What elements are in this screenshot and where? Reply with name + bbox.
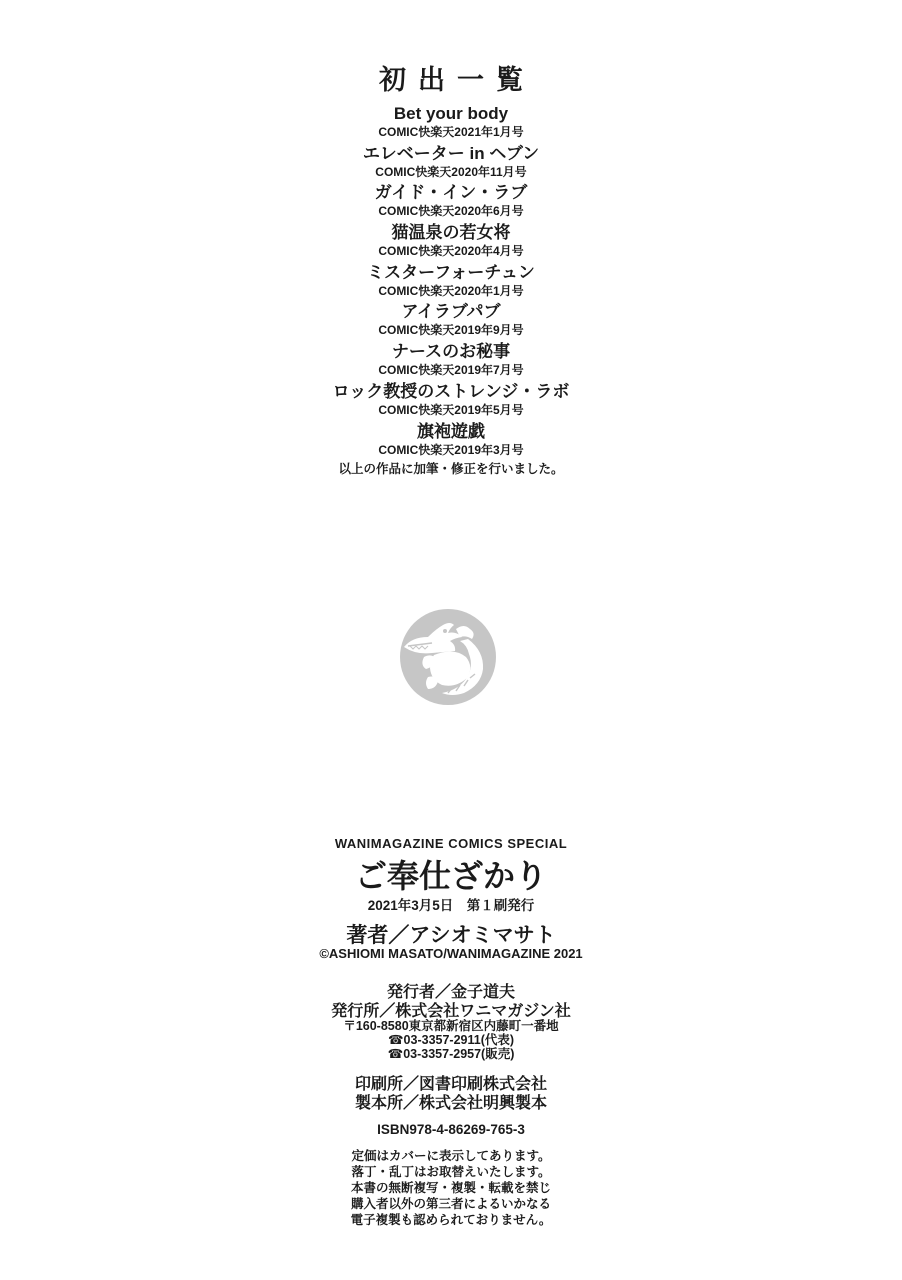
work-source: COMIC快楽天2019年9月号 [378,323,524,338]
work-title: ミスターフォーチュン [367,262,535,282]
work-source: COMIC快楽天2019年5月号 [378,402,524,417]
phone-sales-number: 03-3357-2957(販売) [403,1047,515,1061]
works-list [0,103,902,460]
work-source: COMIC快楽天2020年11月号 [375,164,527,179]
work-source: COMIC快楽天2020年1月号 [378,283,524,298]
legal-notice [0,1148,902,1228]
work-source: COMIC快楽天2020年4月号 [378,244,524,259]
publisher-person-line: 発行者／金子道夫 [386,984,515,1001]
publisher-address-line: 〒160-8580東京都新宿区内藤町一番地 [343,1019,559,1033]
phone-icon: ☎ [387,1047,404,1061]
revision-note: 以上の作品に加筆・修正を行いました。 [338,462,564,476]
list-item [0,301,902,341]
phone-sales-line [0,1044,902,1062]
work-source: COMIC快楽天2019年7月号 [378,363,524,378]
printer-line: 印刷所／図書印刷株式会社 [354,1076,547,1093]
legal-line: 購入者以外の第三者によるいかなる [350,1197,551,1211]
wanimagazine-crocodile-logo [398,607,498,707]
list-item [0,421,902,461]
work-title: Bet your body [393,104,509,123]
work-title: エレベーター in ヘブン [362,143,540,163]
isbn-line: ISBN978-4-86269-765-3 [377,1122,525,1137]
imprint-label: WANIMAGAZINE COMICS SPECIAL [334,836,568,851]
list-item [0,143,902,183]
legal-line: 本書の無断複写・複製・転載を禁じ [350,1181,551,1195]
list-item [0,182,902,222]
work-title: 猫温泉の若女将 [391,223,511,243]
list-item [0,341,902,381]
edition-line: 2021年3月5日 第１刷発行 [367,898,535,913]
author-line: 著者／アシオミマサト [346,924,556,947]
work-title: アイラブパブ [401,302,501,322]
legal-line: 電子複製も認められておりません。 [350,1213,552,1227]
legal-line: 定価はカバーに表示してあります。 [351,1149,551,1163]
list-item [0,222,902,262]
work-source: COMIC快楽天2019年3月号 [378,442,524,457]
list-item [0,103,902,143]
work-title: 旗袍遊戯 [417,421,485,441]
first-publication-heading: 初出一覧 [379,65,535,95]
work-title: ガイド・イン・ラブ [374,183,528,203]
list-item [0,381,902,421]
list-item [0,262,902,302]
publisher-company-line: 発行所／株式会社ワニマガジン社 [331,1003,571,1020]
legal-line: 落丁・乱丁はお取替えいたします。 [351,1165,551,1179]
copyright-line: ©ASHIOMI MASATO/WANIMAGAZINE 2021 [319,946,583,961]
work-title: ナースのお秘事 [391,342,511,362]
binder-line: 製本所／株式会社明興製本 [354,1095,547,1112]
work-source: COMIC快楽天2020年6月号 [378,204,524,219]
book-title: ご奉仕ざかり [354,858,547,894]
work-title: ロック教授のストレンジ・ラボ [332,381,570,401]
crocodile-icon [398,607,498,707]
phone-icon: ☎ [387,1033,404,1047]
phone-main-number: 03-3357-2911(代表) [403,1033,515,1047]
work-source: COMIC快楽天2021年1月号 [378,125,524,139]
